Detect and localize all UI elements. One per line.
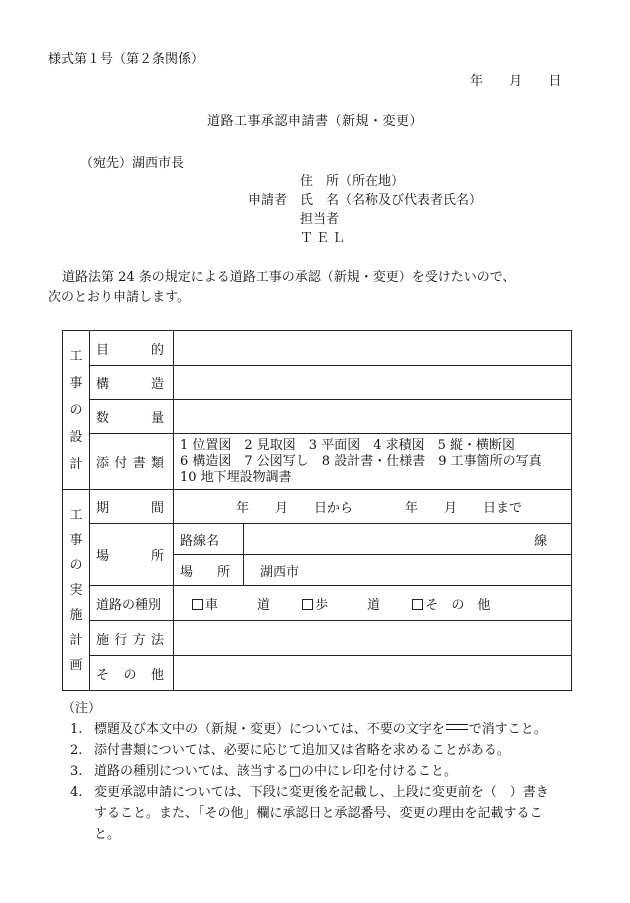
applicant-label: 申請者: [248, 193, 288, 208]
plan-group-label: 工 事 の 実 施 計 画: [63, 490, 90, 691]
body-line-2: 次のとおり申請します。: [48, 290, 190, 305]
note-4: 4. 変更承認申請については、下段に変更後を記載し、上段に変更前を（ ）書きすること。また、「その他」欄に承認日と承認番号、変更の理由を記載すること。: [70, 785, 549, 842]
other-label: そ の 他: [90, 656, 174, 691]
quantity-label: 数 量: [90, 400, 174, 434]
form-number: 様式第１号（第２条関係）: [48, 52, 205, 67]
date-day: 日: [548, 74, 562, 89]
note-2: 2. 添付書類については、必要に応じて追加又は省略を求めることがある。: [70, 743, 510, 758]
applicant-address: 住 所（所在地）: [300, 174, 405, 189]
checkbox-icon[interactable]: [412, 599, 423, 610]
attachments-line-2: 6 構造図 7 公図写し 8 設計書・仕様書 9 工事箇所の写真: [180, 453, 542, 469]
route-name-label: 路線名: [174, 524, 244, 555]
double-strike-icon: [446, 724, 468, 730]
route-name-field[interactable]: 線: [244, 524, 572, 555]
period-label: 期 間: [90, 490, 174, 524]
page-title: 道路工事承認申請書（新規・変更）: [206, 114, 423, 129]
road-option-vehicle[interactable]: 車 道: [192, 598, 270, 613]
applicant-block: [248, 172, 482, 248]
structure-label: 構 造: [90, 366, 174, 400]
addressee: （宛先）湖西市長: [80, 156, 185, 171]
notes: [62, 698, 560, 845]
quantity-field[interactable]: [174, 400, 572, 434]
date-line: [470, 70, 561, 89]
applicant-tel: ＴＥＬ: [300, 231, 349, 246]
attachments-line-3: 10 地下埋設物調書: [180, 469, 292, 485]
date-month: 月: [509, 74, 523, 89]
place-field[interactable]: 湖西市: [244, 555, 572, 586]
method-field[interactable]: [174, 621, 572, 656]
checkbox-icon[interactable]: [192, 599, 203, 610]
date-year: 年: [470, 74, 484, 89]
applicant-name: 氏 名（名称及び代表者氏名）: [300, 193, 483, 208]
road-type-label: 道路の種別: [90, 586, 174, 621]
road-option-other[interactable]: そ の 他: [412, 598, 490, 613]
period-field[interactable]: 年 月 日から 年 月 日まで: [174, 490, 572, 524]
attachments-label: 添 付 書 類: [90, 434, 174, 490]
location-label: 場 所: [90, 524, 174, 586]
other-field[interactable]: [174, 656, 572, 691]
purpose-field[interactable]: [174, 331, 572, 366]
applicant-contact: 担当者: [300, 212, 340, 227]
body-text: [48, 268, 567, 308]
body-line-1: 道路法第 24 条の規定による道路工事の承認（新規・変更）を受けたいので、: [62, 270, 516, 285]
notes-head: （注）: [62, 701, 102, 716]
application-table: [62, 330, 572, 691]
method-label: 施 行 方 法: [90, 621, 174, 656]
note-3: 3. 道路の種別については、該当する□の中にレ印を付けること。: [70, 764, 458, 779]
note-1: 1. 標題及び本文中の（新規・変更）については、不要の文字を で消すこと。: [70, 722, 547, 737]
purpose-label: 目 的: [90, 331, 174, 366]
road-option-pedestrian[interactable]: 歩 道: [302, 598, 380, 613]
structure-field[interactable]: [174, 366, 572, 400]
attachments-list: [174, 434, 572, 490]
road-type-options: [174, 586, 572, 621]
design-group-label: 工 事 の 設 計: [63, 331, 90, 490]
checkbox-icon[interactable]: [302, 599, 313, 610]
attachments-line-1: 1 位置図 2 見取図 3 平面図 4 求積図 5 縦・横断図: [180, 437, 516, 453]
place-label: 場 所: [174, 555, 244, 586]
